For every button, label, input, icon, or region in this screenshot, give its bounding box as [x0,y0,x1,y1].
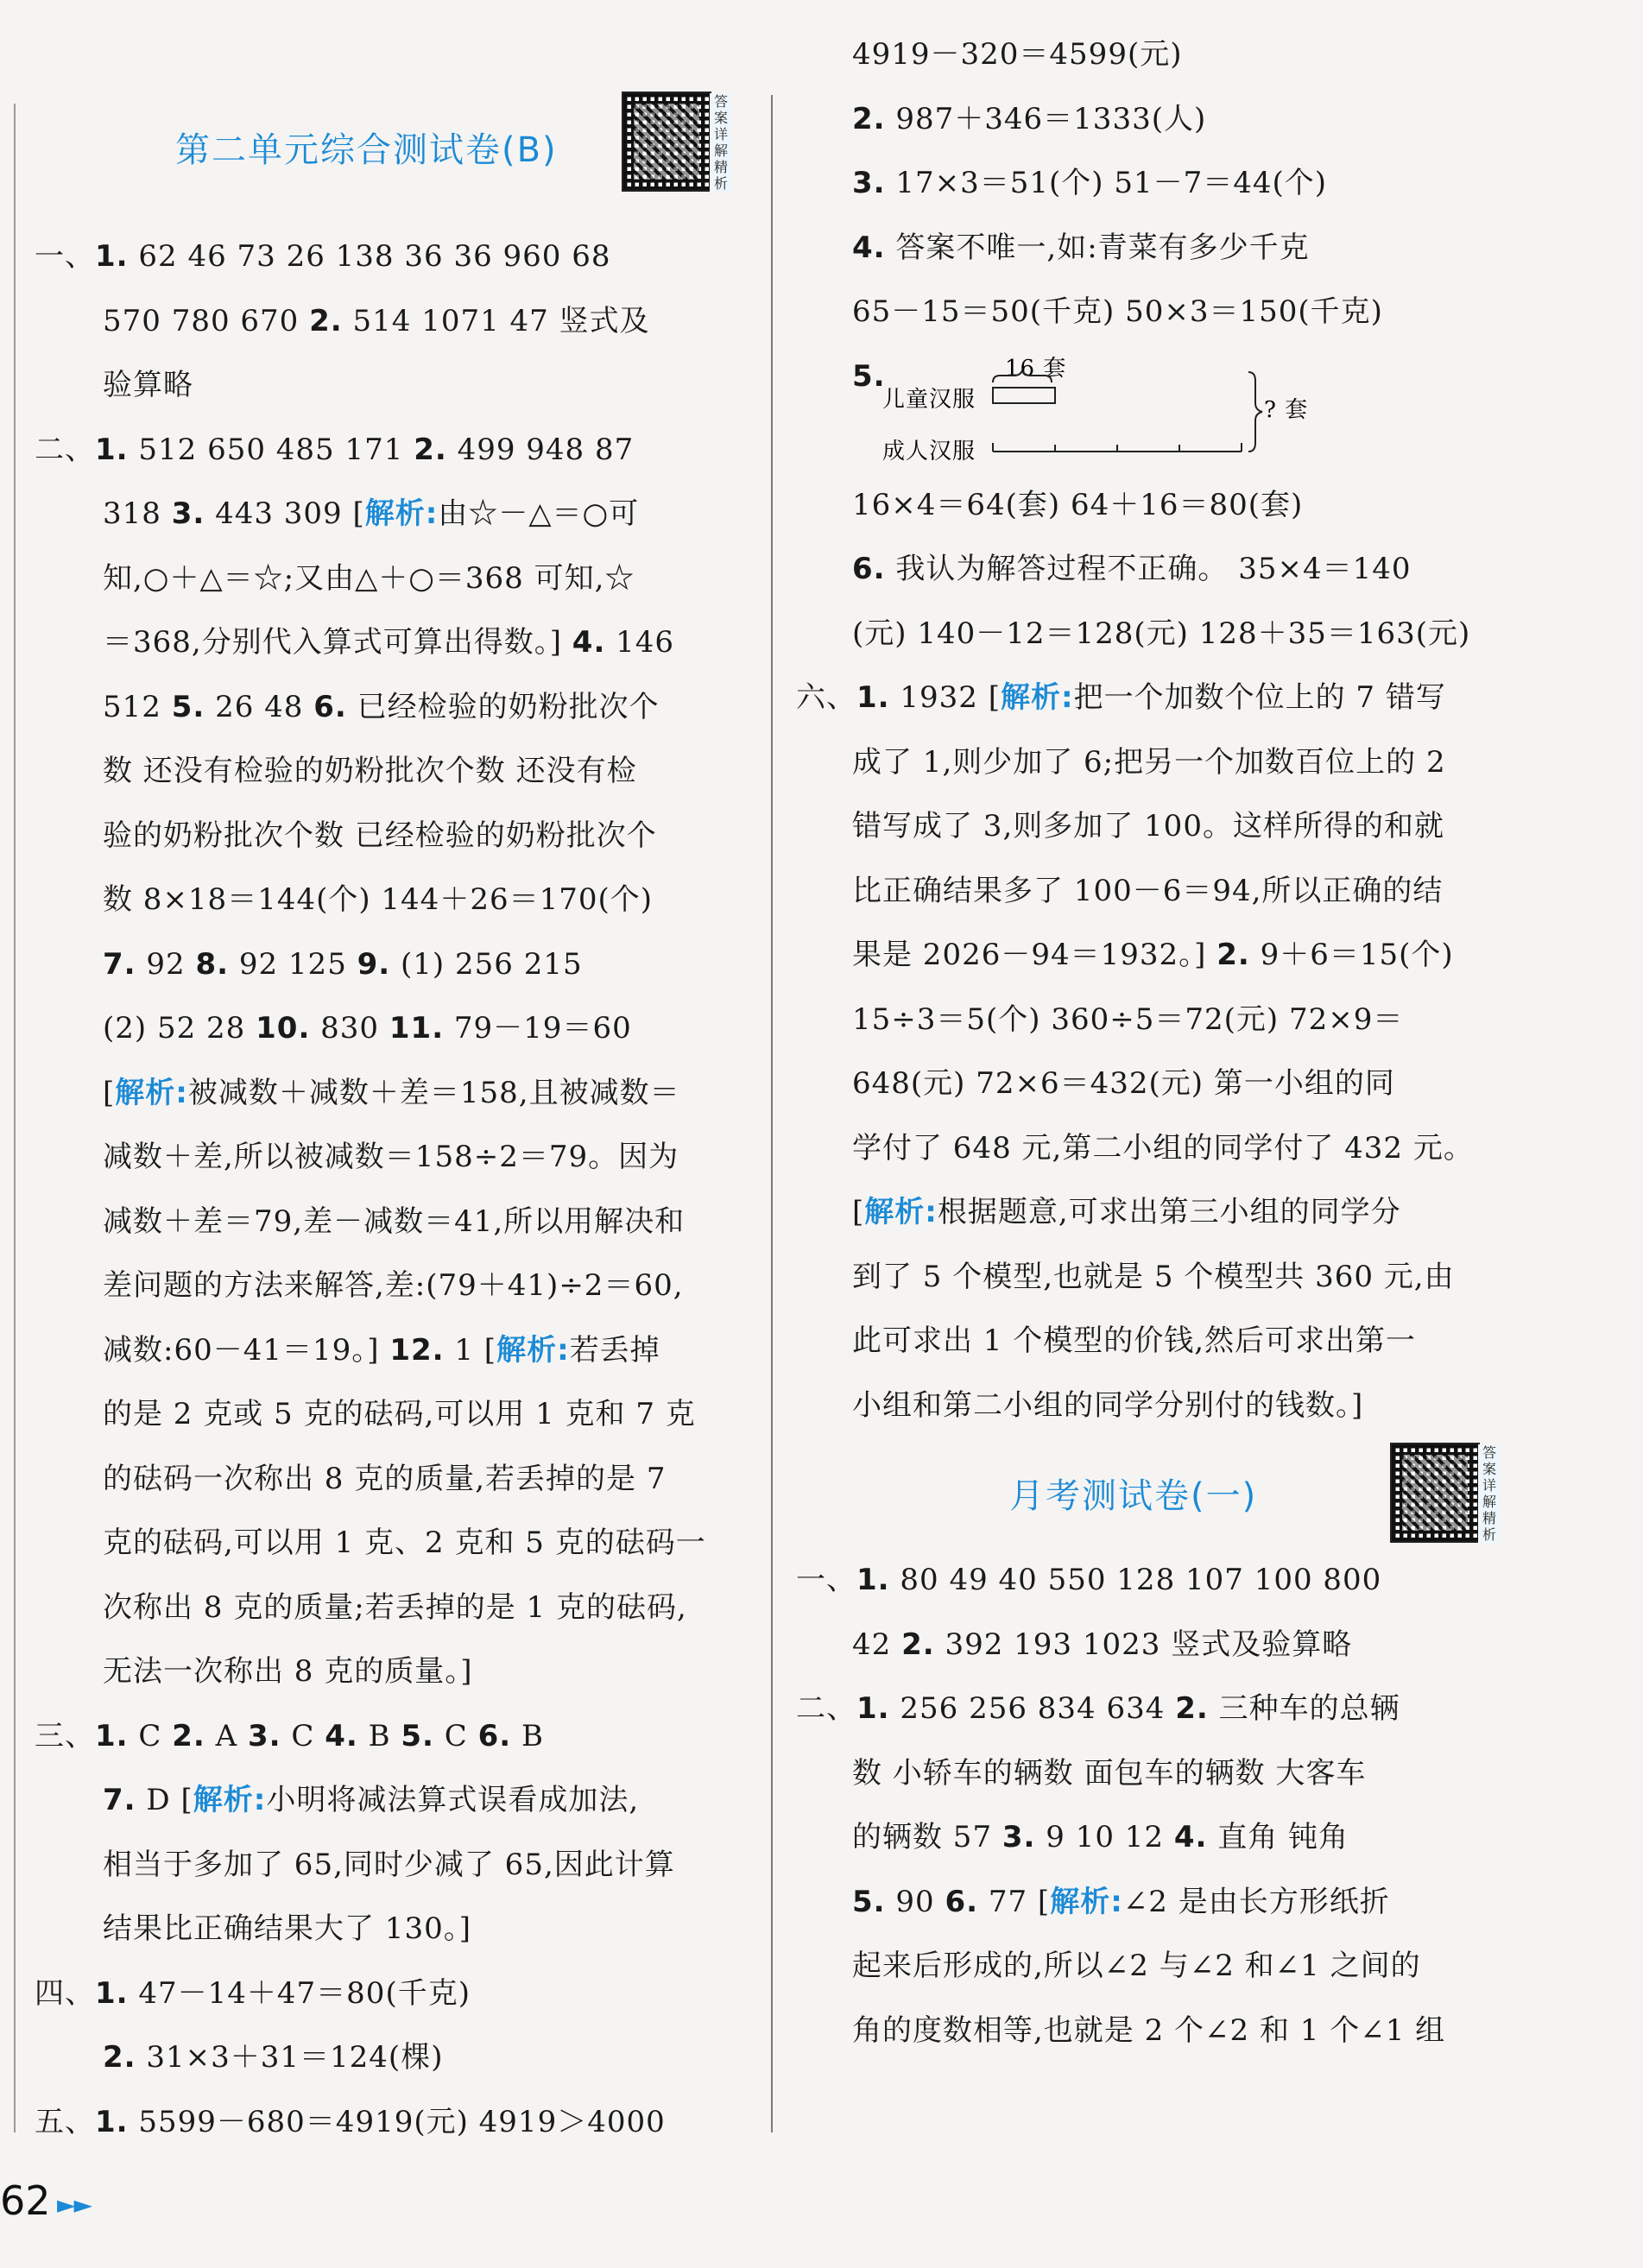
question-number: 2. [1175,1691,1209,1726]
answer-text: ∠2 是由长方形纸折 [1122,1884,1390,1919]
answer-line [796,1245,1504,1310]
question-number: 4. [852,230,886,265]
question-number: 4. [1173,1820,1208,1854]
answer-text: 减数＋差,所以被减数＝158÷2＝79。因为 [103,1140,679,1174]
answer-line [35,1061,747,1126]
answer-line [35,1254,747,1318]
question-number: 5. [171,689,205,724]
answer-line [35,418,747,483]
bar-model-diagram [882,344,1331,473]
answer-line [796,22,1504,87]
analysis-label: 解析: [1050,1884,1123,1919]
answer-text: 三、 [35,1718,95,1753]
question-number: 3. [171,496,205,531]
question-number: 2. [852,101,886,136]
answer-text: 17×3＝51(个) 51－7＝44(个) [885,166,1328,200]
question-number: 3. [247,1718,281,1753]
question-number: 2. [1216,938,1250,972]
answer-line [796,216,1504,281]
answer-text: 角的度数相等,也就是 2 个∠2 和 1 个∠1 组 [852,2012,1446,2048]
section-title-unit2b: 第二单元综合测试卷(B) [175,130,558,170]
diagram-child-bar [993,388,1055,403]
answer-text: 被减数＋减数＋差＝158,且被减数＝ [187,1075,680,1110]
answer-text: 二、 [35,432,95,467]
answer-text: 比正确结果多了 100－6＝94,所以正确的结 [852,873,1444,908]
answer-text: 830 [310,1011,389,1046]
answer-text: 的是 2 克或 5 克的砝码,可以用 1 克和 7 克 [103,1397,696,1431]
analysis-label: 解析: [115,1075,188,1110]
answer-text: 47－14＋47＝80(千克) [128,1975,471,2011]
answer-line [35,1768,747,1833]
answer-text: A [205,1718,248,1753]
answer-line [796,473,1504,538]
answer-text: 若丢掉 [569,1332,660,1368]
answer-text: 499 948 87 [446,432,635,467]
answer-text: 77 [ [978,1884,1051,1919]
answer-text: 79－19＝60 [444,1011,632,1046]
diagram-number: 5. [852,358,886,394]
answer-line [35,546,747,611]
answer-line [35,1639,747,1704]
answer-text: 4919－320＝4599(元) [852,37,1183,72]
answer-line [35,1318,747,1383]
answer-line [35,1833,747,1898]
answer-text: 392 193 1023 竖式及验算略 [934,1627,1353,1662]
answer-text: 一、 [796,1563,856,1597]
question-number: 6. [852,552,886,586]
answer-line [35,1962,747,2026]
qr-code-label: 答案详解精析 [710,93,732,192]
answer-text: 数 8×18＝144(个) 144＋26＝170(个) [103,882,654,917]
right-answer-lines-bottom [796,1548,1504,2063]
answer-line [796,1677,1504,1741]
answer-line [796,666,1504,730]
answer-line [796,280,1504,344]
answer-text: 62 46 73 26 138 36 36 960 68 [128,239,611,274]
answer-line [35,675,747,740]
answer-text: 结果比正确结果大了 130。] [103,1911,471,1946]
analysis-label: 解析: [496,1332,570,1368]
question-number: 3. [852,166,886,200]
analysis-label: 解析: [1001,680,1074,715]
answer-text: 答案不唯一,如:青菜有多少千克 [885,230,1310,265]
analysis-label: 解析: [364,496,439,531]
answer-line [35,1897,747,1962]
question-number: 1. [856,1563,890,1597]
answer-line [796,602,1504,667]
answer-text: (1) 256 215 [390,946,583,982]
answer-text: [ [103,1075,116,1110]
answer-text: 256 256 834 634 [889,1691,1176,1726]
qr-code-icon[interactable] [1390,1443,1480,1543]
section-title-monthly-test: 月考测试卷(一) [1009,1476,1258,1516]
answer-line [796,1548,1504,1613]
question-number: 1. [856,680,890,715]
answer-text: 五、 [35,2104,95,2139]
left-column [35,86,747,2154]
answer-line [796,1613,1504,1677]
diagram-row2-label: 成人汉服 [882,438,976,464]
answer-text: 92 125 [229,946,357,982]
answer-text: 16×4＝64(套) 64＋16＝80(套) [852,487,1304,522]
answer-text: B [357,1718,401,1753]
answer-text: 648(元) 72×6＝432(元) 第一小组的同 [852,1066,1395,1101]
answer-line [35,610,747,675]
answer-line [35,932,747,997]
answer-line [796,1309,1504,1374]
question-number: 1. [856,1691,890,1726]
answer-text: 减数:60－41＝19。] [103,1332,390,1368]
answer-text: 90 [885,1884,945,1919]
answer-text: 由☆－△＝○可 [438,496,640,531]
answer-text: 9＋6＝15(个) [1249,938,1454,972]
answer-text: 9 10 12 [1035,1820,1174,1854]
question-number: 1. [95,239,129,274]
answer-text: 146 [605,625,675,660]
question-number: 1. [95,2104,129,2139]
answer-text: 成了 1,则少加了 6;把另一个加数百位上的 2 [852,744,1446,780]
question-number: 4. [325,1718,358,1753]
right-column [796,22,1504,2063]
answer-text: 80 49 40 550 128 107 100 800 [889,1563,1382,1597]
answer-line [796,1116,1504,1181]
answer-text: 验的奶粉批次个数 已经检验的奶粉批次个 [103,818,657,853]
answer-text: 5599－680＝4919(元) 4919＞4000 [128,2104,666,2139]
answer-line [35,1704,747,1769]
answer-text: 我认为解答过程不正确。 35×4＝140 [885,552,1412,586]
question-number: 2. [309,303,343,338]
question-number: 2. [901,1627,935,1662]
question-number: 7. [103,946,136,982]
answer-line [796,730,1504,795]
answer-text: 514 1071 47 竖式及 [342,303,650,338]
answer-text: 相当于多加了 65,同时少减了 65,因此计算 [103,1847,675,1882]
column-divider [771,95,773,2132]
answer-line [796,1180,1504,1245]
diagram-question-label: ? 套 [1264,396,1309,423]
answer-line [796,1999,1504,2063]
left-title-row [35,86,747,224]
answer-line [35,1447,747,1512]
answer-text: 四、 [35,1975,95,2011]
answer-text: 根据题意,可求出第三小组的同学分 [937,1195,1401,1229]
answer-text: 1932 [ [889,680,1001,715]
answer-line [796,859,1504,924]
answer-line [796,537,1504,602]
answer-text: 443 309 [ [205,496,365,531]
answer-line [796,923,1504,988]
answer-text: 错写成了 3,则多加了 100。这样所得的和就 [852,809,1444,843]
answer-text: [ [852,1195,865,1229]
question-number: 1. [95,432,129,467]
answer-text: 42 [852,1627,902,1662]
answer-line [35,1511,747,1576]
question-number: 7. [103,1783,136,1817]
question-number: 8. [195,946,230,982]
page-number: 62 [0,2177,51,2224]
answer-text: C [128,1718,173,1753]
question-number: 2. [103,2040,136,2075]
answer-line [35,804,747,869]
answer-line [796,1934,1504,1999]
answer-line [796,794,1504,859]
answer-line [35,224,747,289]
answer-text: (元) 140－12＝128(元) 128＋35＝163(元) [852,616,1471,651]
answer-text: 65－15＝50(千克) 50×3＝150(千克) [852,294,1383,329]
question-number: 1. [95,1718,129,1753]
answer-line [796,988,1504,1052]
left-answer-lines [35,224,747,2154]
answer-line [35,289,747,354]
answer-text: 数 小轿车的辆数 面包车的辆数 大客车 [852,1755,1367,1791]
answer-text: 987＋346＝1333(人) [885,101,1207,136]
qr-code-label: 答案详解精析 [1478,1444,1501,1543]
answer-text: D [ [136,1783,193,1817]
answer-text: 直角 钝角 [1207,1820,1349,1854]
question-number: 6. [945,1884,979,1919]
answer-text: 克的砝码,可以用 1 克、2 克和 5 克的砝码一 [103,1526,706,1560]
question-number: 6. [313,689,347,724]
answer-text: 差问题的方法来解答,差:(79＋41)÷2＝60, [103,1268,684,1303]
answer-text: 512 [103,689,172,724]
answer-line [35,2025,747,2090]
answer-text: 小明将减法算式误看成加法, [266,1783,640,1817]
answer-text: 此可求出 1 个模型的价钱,然后可求出第一 [852,1324,1417,1358]
answer-line [35,353,747,418]
question-number: 3. [1002,1820,1036,1854]
question-number: 1. [95,1975,129,2011]
answer-text: 570 780 670 [103,303,310,338]
answer-text: 减数＋差＝79,差－减数＝41,所以用解决和 [103,1203,686,1239]
answer-line [796,1374,1504,1438]
question-number: 4. [572,625,606,660]
answer-text: C [281,1718,325,1753]
answer-text: 26 48 [205,689,314,724]
answer-line [35,1576,747,1640]
answer-line [796,87,1504,152]
question-number: 9. [357,946,391,982]
diagram-top-label: 16 套 [1005,355,1067,382]
answer-text: 15÷3＝5(个) 360÷5＝72(元) 72×9＝ [852,1001,1404,1037]
question-number: 5. [852,1884,886,1919]
answer-text: 31×3＋31＝124(棵) [136,2040,444,2075]
answer-text: 次称出 8 克的质量;若丢掉的是 1 克的砝码, [103,1589,687,1625]
answer-text: 把一个加数个位上的 7 错写 [1073,680,1446,715]
answer-text: 一、 [35,239,95,274]
answer-line [35,868,747,932]
right-title-row [796,1437,1504,1548]
answer-text: 果是 2026－94＝1932。] [852,938,1217,972]
answer-text: 三种车的总辆 [1208,1691,1400,1726]
answer-text: 知,○＋△＝☆;又由△＋○＝368 可知,☆ [103,560,635,596]
answer-line [796,1052,1504,1116]
analysis-label: 解析: [193,1783,267,1817]
answer-text: 无法一次称出 8 克的质量。] [103,1654,473,1689]
answer-text: 已经检验的奶粉批次个 [346,689,660,724]
answer-line [35,996,747,1061]
question-number: 5. [401,1718,434,1753]
answer-text: 六、 [796,680,856,715]
answer-text: 的砝码一次称出 8 克的质量,若丢掉的是 7 [103,1461,667,1496]
answer-text: C [433,1718,478,1753]
diagram-row [796,344,1504,473]
answer-line [35,1125,747,1190]
answer-line [35,2090,747,2155]
answer-text: 验算略 [103,368,193,402]
answer-text: 92 [136,946,196,982]
answer-text: 二、 [796,1691,856,1726]
answer-text: 的辆数 57 [852,1820,1002,1854]
answer-text: 318 [103,496,172,531]
answer-text: ＝368,分别代入算式可算出得数。] [103,625,572,660]
answer-line [796,1870,1504,1935]
question-number: 12. [389,1332,445,1368]
answer-line [796,1805,1504,1870]
answer-line [796,1741,1504,1806]
answer-text: 小组和第二小组的同学分别付的钱数。] [852,1387,1364,1423]
answer-line [35,1190,747,1254]
answer-line [35,482,747,546]
question-number: 6. [477,1718,512,1753]
diagram-adult-bar [993,443,1242,452]
answer-text: B [511,1718,544,1753]
answer-text: 到了 5 个模型,也就是 5 个模型共 360 元,由 [852,1259,1455,1294]
next-arrow-icon: ►► [57,2190,92,2219]
question-number: 2. [414,432,447,467]
answer-text: 512 650 485 171 [128,432,414,467]
answer-line [796,151,1504,216]
answer-text: 学付了 648 元,第二小组的同学付了 432 元。 [852,1130,1474,1166]
question-number: 11. [389,1011,445,1046]
right-answer-lines-top [796,22,1504,344]
diagram-row1-label: 儿童汉服 [882,386,976,413]
answer-text: (2) 52 28 [103,1011,256,1046]
diagram-right-brace [1248,372,1262,452]
question-number: 10. [256,1011,311,1046]
analysis-label: 解析: [864,1195,938,1229]
answer-line [35,1382,747,1447]
qr-code-icon[interactable] [622,92,711,192]
answer-line [35,739,747,804]
question-number: 2. [172,1718,205,1753]
answer-text: 1 [ [444,1332,497,1368]
answer-text: 数 还没有检验的奶粉批次个数 还没有检 [103,754,637,788]
answer-text: 起来后形成的,所以∠2 与∠2 和∠1 之间的 [852,1949,1421,1983]
page-edge-line [14,104,16,2132]
right-answer-lines-mid [796,473,1504,1438]
